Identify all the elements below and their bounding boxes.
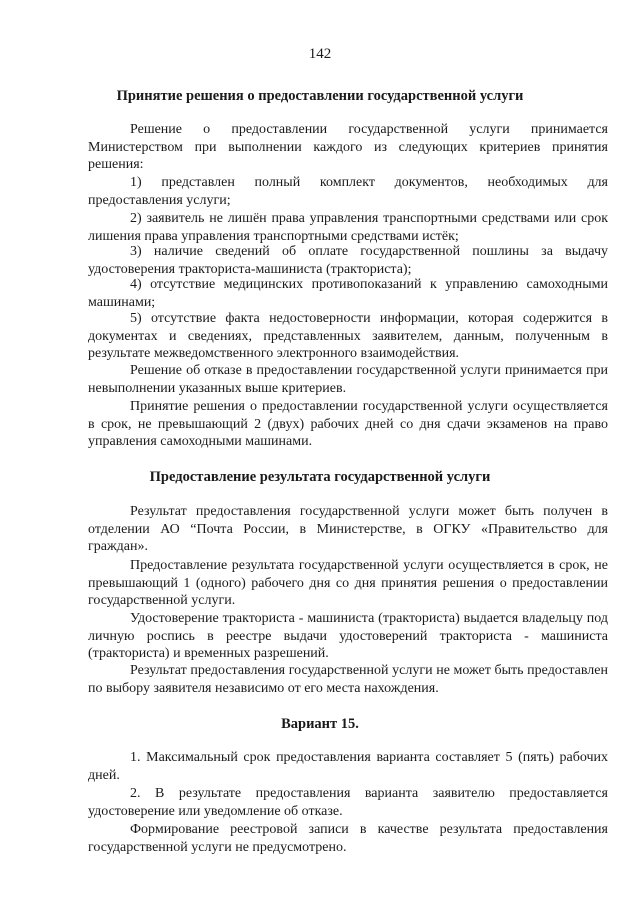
paragraph: Формирование реестровой записи в качестве результата предоставления государственной услуги не предусмотрено. (88, 822, 608, 855)
paragraph: 2. В результате предоставления варианта заявителю предоставляется удостоверение или уведомление об отказе. (88, 786, 608, 819)
section-title-variant: Вариант 15. (281, 716, 359, 732)
paragraph: Принятие решения о предоставлении государственной услуги осуществляется в срок, не превышающий 2 (двух) рабочих дней со дня сдачи экзаменов на право управления самоходными машинами. (88, 399, 608, 450)
paragraph: Предоставление результата государственной услуги осуществляется в срок, не превышающий 1 (одного) рабочего дня со дня принятия решения о предоставлении государственной услуги. (88, 558, 608, 609)
section-title-decision: Принятие решения о предоставлении государственной услуги (116, 88, 524, 104)
page-number: 142 (308, 46, 332, 62)
paragraph: 5) отсутствие факта недостоверности информации, которая содержится в документах и сведениях, представленных заявителем, данным, полученным в результате межведомственного электронного взаимодействия. (88, 311, 608, 362)
section-title-result: Предоставление результата государственной услуги (149, 469, 491, 485)
paragraph: Результат предоставления государственной услуги не может быть предоставлен по выбору заявителя независимо от его места нахождения. (88, 663, 608, 696)
paragraph: 1) представлен полный комплект документов, необходимых для предоставления услуги; (88, 175, 608, 208)
paragraph: 4) отсутствие медицинских противопоказаний к управлению самоходными машинами; (88, 277, 608, 310)
paragraph: Удостоверение тракториста - машиниста (тракториста) выдается владельцу под личную роспись в реестре выдачи удостоверений тракториста - машиниста (тракториста) и временных разрешений. (88, 611, 608, 662)
paragraph: 1. Максимальный срок предоставления варианта составляет 5 (пять) рабочих дней. (88, 750, 608, 783)
paragraph: 2) заявитель не лишён права управления транспортными средствами или срок лишения права управления транспортными средствами истёк; (88, 211, 608, 244)
paragraph: 3) наличие сведений об оплате государственной пошлины за выдачу удостоверения тракториста-машиниста (тракториста); (88, 244, 608, 277)
paragraph: Результат предоставления государственной услуги может быть получен в отделении АО “Почта России, в Министерстве, в ОГКУ «Правительство для граждан». (88, 504, 608, 555)
paragraph: Решение о предоставлении государственной услуги принимается Министерством при выполнении каждого из следующих критериев принятия решения: (88, 122, 608, 173)
paragraph: Решение об отказе в предоставлении государственной услуги принимается при невыполнении указанных выше критериев. (88, 363, 608, 396)
